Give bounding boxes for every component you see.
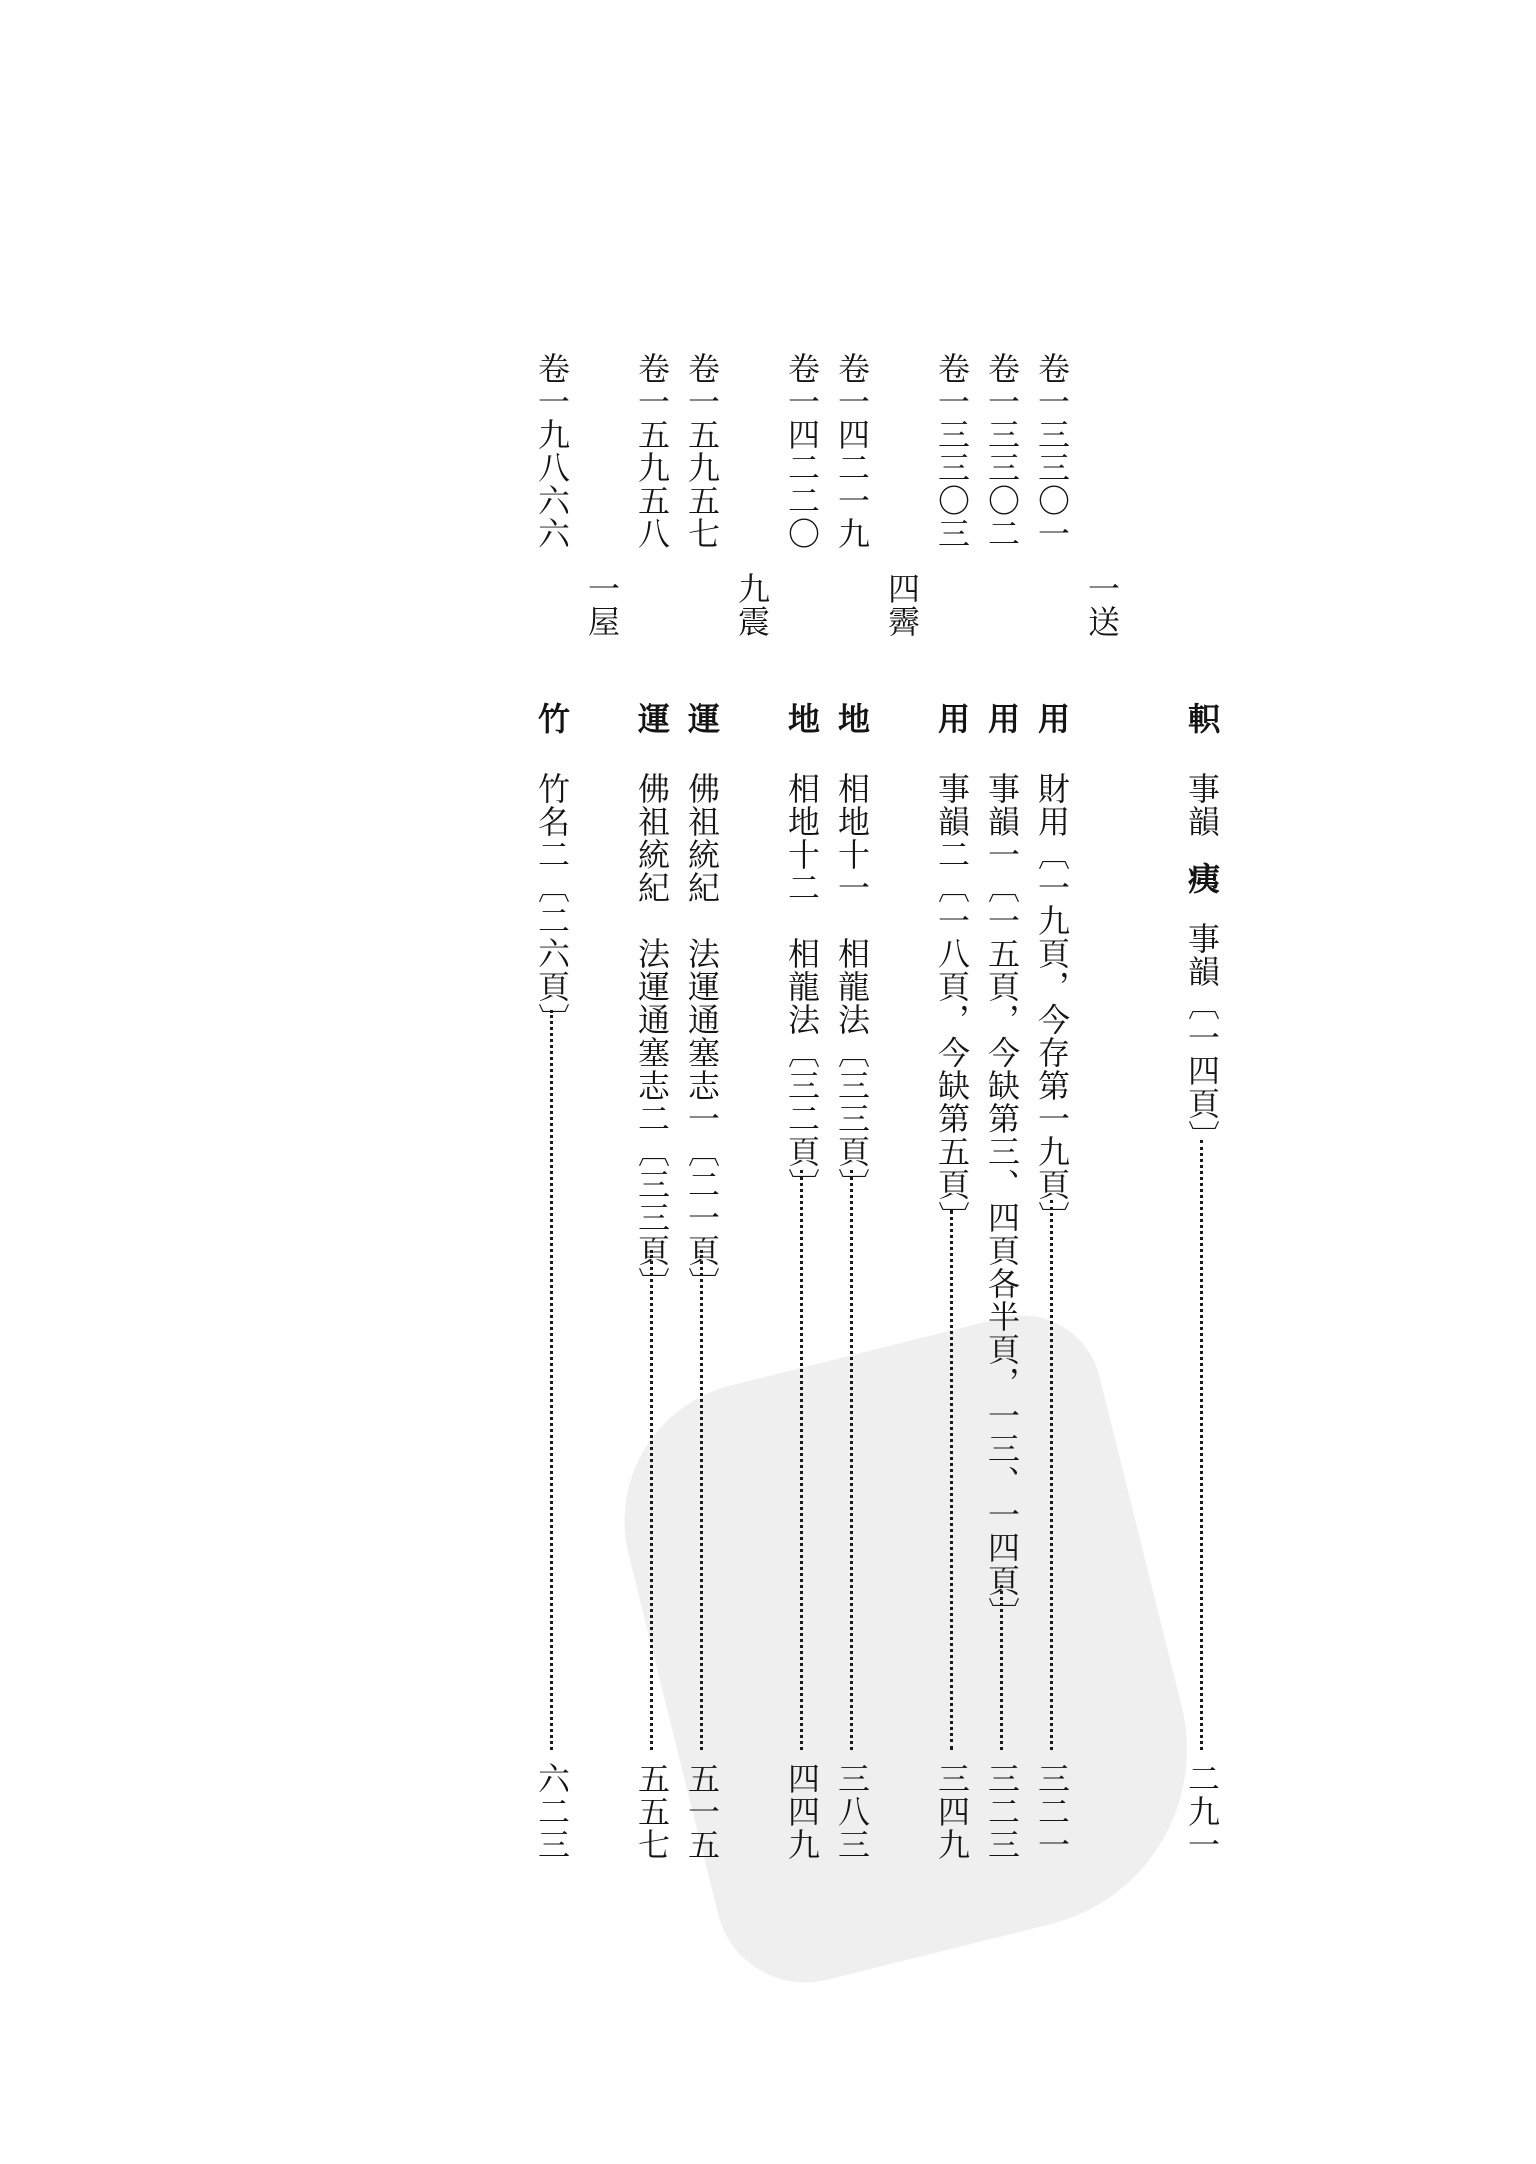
entry-text: 事韻一〔一五頁，今缺第三、四頁各半頁，一三、一四頁〕 xyxy=(983,772,1021,1630)
entry-text: 事韻二〔一八頁，今缺第五頁〕 xyxy=(933,772,971,1234)
entry-head-char: 竹 xyxy=(533,702,571,735)
entry-head-char: 地 xyxy=(833,702,871,735)
entry-text: 佛祖統紀 法運通塞志一〔二一頁〕 xyxy=(683,772,721,1300)
entry-head-char: 運 xyxy=(633,702,671,735)
leader-dots xyxy=(800,1170,803,1750)
page-number: 四四九 xyxy=(783,1762,821,1861)
rhyme-group: 一送 xyxy=(1083,572,1121,638)
leader-dots xyxy=(1200,1140,1203,1750)
volume-number: 卷一三三〇一 xyxy=(1033,352,1071,550)
volume-number: 卷一五九五七 xyxy=(683,352,721,550)
page-number: 五一五 xyxy=(683,1762,721,1861)
volume-number: 卷一三三〇三 xyxy=(933,352,971,550)
entry-text: 財用〔一九頁，今存第一九頁〕 xyxy=(1033,772,1071,1234)
leader-dots xyxy=(700,1250,703,1750)
page-number: 五五七 xyxy=(633,1762,671,1861)
entry-head-char: 用 xyxy=(983,702,1021,735)
entry-text: 佛祖統紀 法運通塞志二〔三三頁〕 xyxy=(633,772,671,1300)
rhyme-group: 四霽 xyxy=(883,572,921,638)
entry-head-char: 軹 xyxy=(1183,702,1221,735)
entry-text: 相地十一 相龍法〔三三頁〕 xyxy=(833,772,871,1201)
volume-number: 卷一九八六六 xyxy=(533,352,571,550)
page-number: 六二三 xyxy=(533,1762,571,1861)
page-number: 三八三 xyxy=(833,1762,871,1861)
rhyme-group: 一屋 xyxy=(583,572,621,638)
volume-number: 卷一四二二〇 xyxy=(783,352,821,550)
entry-head-char: 用 xyxy=(933,702,971,735)
entry-head-char: 地 xyxy=(783,702,821,735)
rhyme-group: 九震 xyxy=(733,572,771,638)
entry-text: 事韻 xyxy=(1183,772,1221,838)
library-seal-watermark xyxy=(595,1298,1225,2001)
entry-text: 事韻〔一四頁〕 xyxy=(1183,922,1221,1153)
leader-dots xyxy=(550,1010,553,1750)
volume-number: 卷一四二一九 xyxy=(833,352,871,550)
leader-dots xyxy=(950,1210,953,1750)
entry-text: 竹名二〔二六頁〕 xyxy=(533,772,571,1036)
page-number: 二九一 xyxy=(1183,1762,1221,1861)
entry-head-char: 運 xyxy=(683,702,721,735)
entry-head-char: 用 xyxy=(1033,702,1071,735)
entry-head-char: 痍 xyxy=(1183,862,1221,895)
leader-dots xyxy=(1000,1585,1003,1750)
leader-dots xyxy=(650,1250,653,1750)
page-number: 三二一 xyxy=(1033,1762,1071,1861)
page-number: 三四九 xyxy=(933,1762,971,1861)
volume-number: 卷一五九五八 xyxy=(633,352,671,550)
entry-text: 相地十二 相龍法〔三二頁〕 xyxy=(783,772,821,1201)
leader-dots xyxy=(850,1170,853,1750)
page-number: 三二三 xyxy=(983,1762,1021,1861)
leader-dots xyxy=(1050,1200,1053,1750)
volume-number: 卷一三三〇二 xyxy=(983,352,1021,550)
